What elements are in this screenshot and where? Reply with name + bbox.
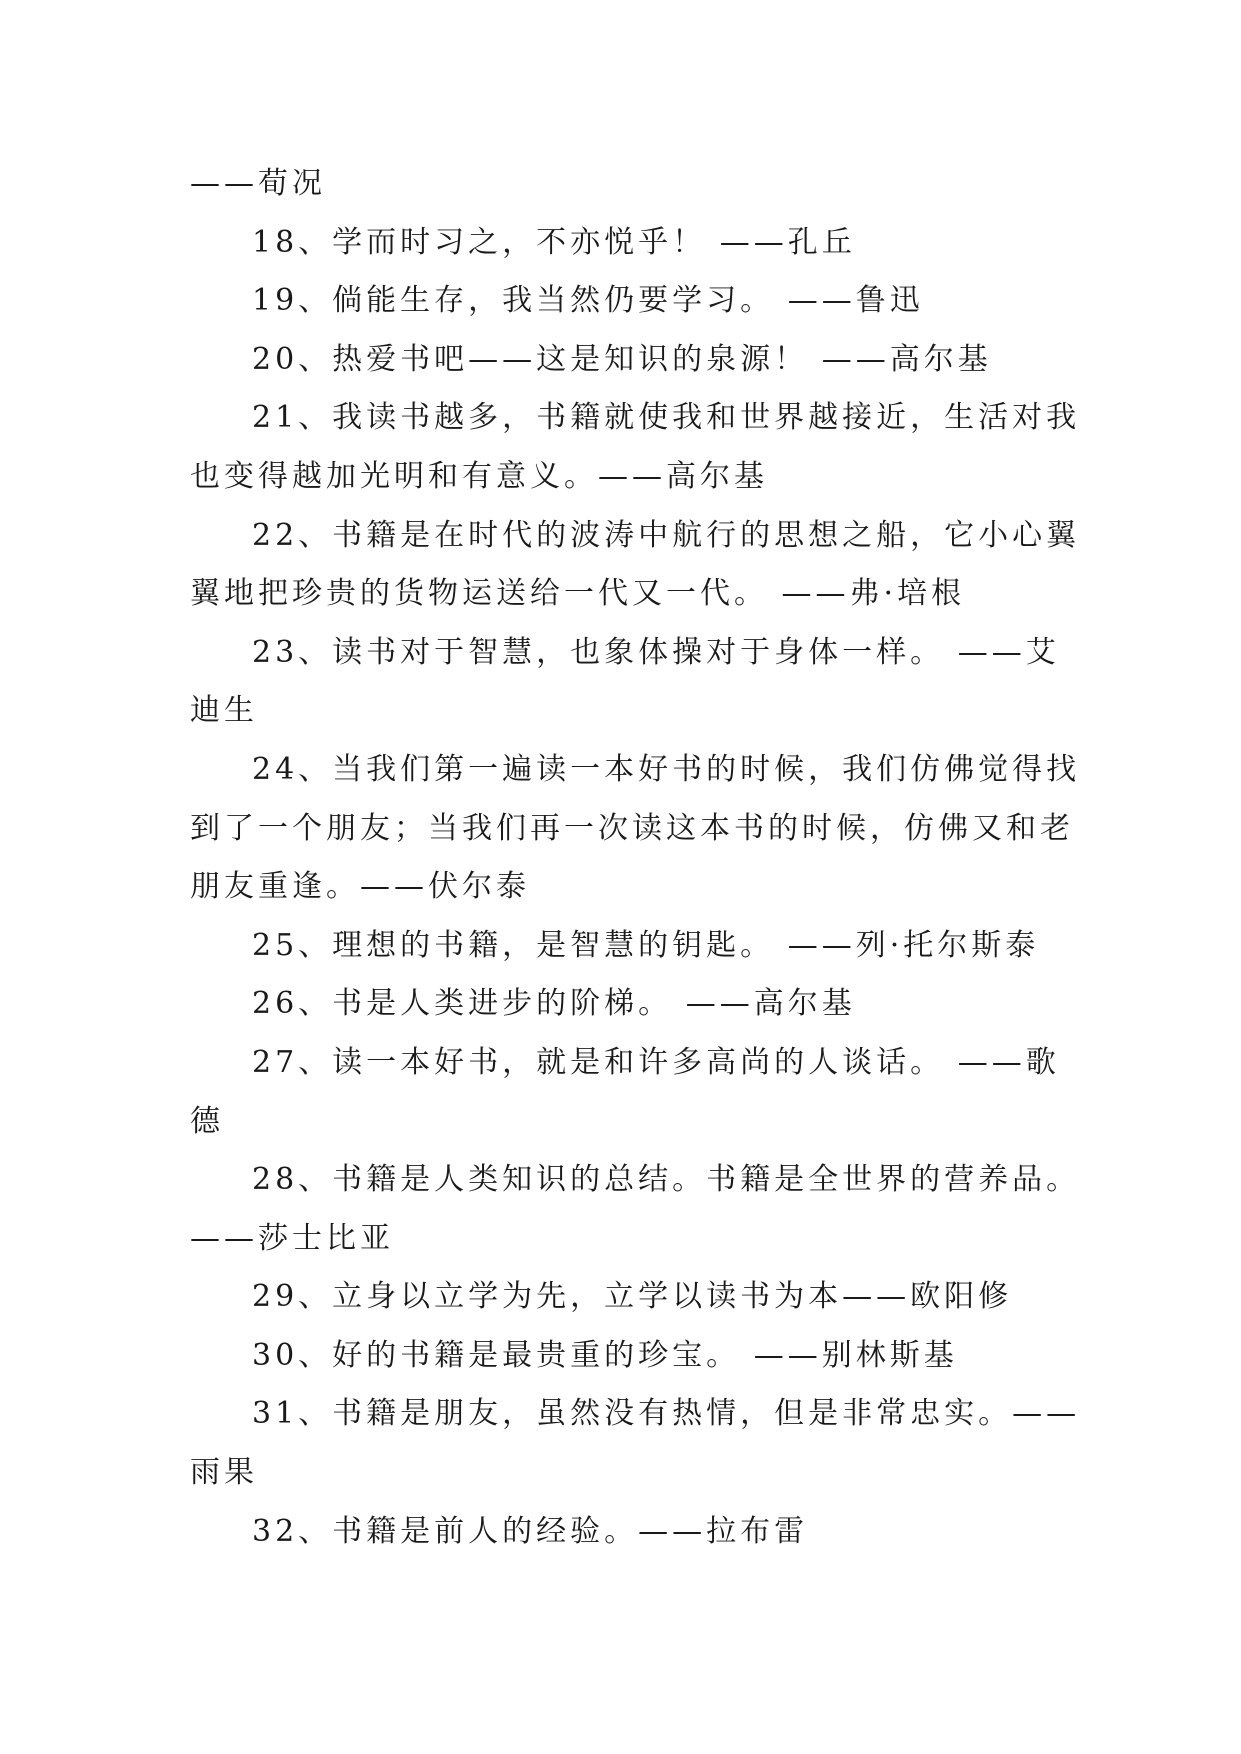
quote-text-block bbox=[190, 155, 1090, 1561]
text-line: 到了一个朋友；当我们再一次读这本书的时候，仿佛又和老 bbox=[190, 810, 1074, 846]
text-line: 23、读书对于智慧，也象体操对于身体一样。 ——艾 bbox=[252, 634, 1060, 670]
text-line: 28、书籍是人类知识的总结。书籍是全世界的营养品。 bbox=[252, 1162, 1081, 1198]
text-line: 也变得越加光明和有意义。——高尔基 bbox=[190, 458, 768, 494]
text-line: 20、热爱书吧——这是知识的泉源！ ——高尔基 bbox=[252, 341, 992, 377]
text-line: 雨果 bbox=[190, 1455, 258, 1491]
text-line: 26、书是人类进步的阶梯。 ——高尔基 bbox=[252, 986, 856, 1022]
text-line: 德 bbox=[190, 1103, 224, 1139]
text-line: 翼地把珍贵的货物运送给一代又一代。 ——弗·培根 bbox=[190, 576, 966, 612]
text-line: 19、倘能生存，我当然仍要学习。 ——鲁迅 bbox=[252, 283, 924, 319]
text-line: 31、书籍是朋友，虽然没有热情，但是非常忠实。—— bbox=[252, 1396, 1081, 1432]
text-line: ——荀况 bbox=[190, 166, 326, 201]
text-line: 21、我读书越多，书籍就使我和世界越接近，生活对我 bbox=[252, 400, 1081, 436]
text-line: 32、书籍是前人的经验。——拉布雷 bbox=[252, 1513, 809, 1549]
text-line: 朋友重逢。——伏尔泰 bbox=[190, 869, 530, 905]
text-line: ——莎士比亚 bbox=[190, 1220, 394, 1256]
text-line: 18、学而时习之，不亦悦乎！ ——孔丘 bbox=[252, 224, 856, 260]
text-line: 27、读一本好书，就是和许多高尚的人谈话。 ——歌 bbox=[252, 1044, 1060, 1080]
text-line: 29、立身以立学为先，立学以读书为本——欧阳修 bbox=[252, 1279, 1013, 1315]
text-line: 24、当我们第一遍读一本好书的时候，我们仿佛觉得找 bbox=[252, 751, 1081, 787]
text-line: 25、理想的书籍，是智慧的钥匙。 ——列·托尔斯泰 bbox=[252, 927, 1040, 963]
text-line: 30、好的书籍是最贵重的珍宝。 ——别林斯基 bbox=[252, 1337, 958, 1373]
text-line: 22、书籍是在时代的波涛中航行的思想之船，它小心翼 bbox=[252, 517, 1081, 553]
text-line: 迪生 bbox=[190, 693, 258, 729]
